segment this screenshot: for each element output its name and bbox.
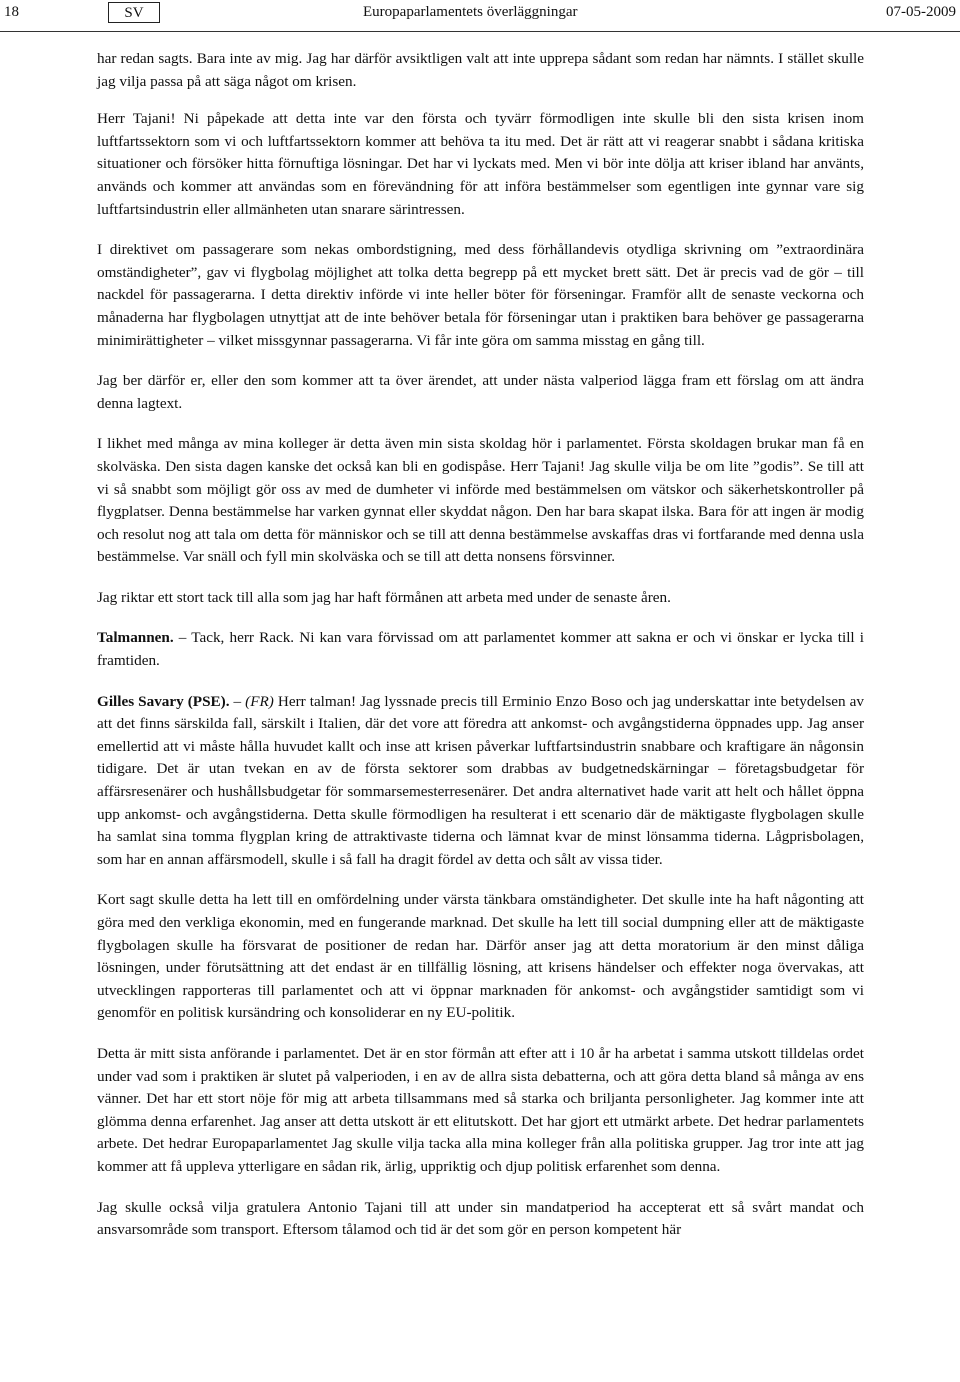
- paragraph: [97, 1043, 864, 1179]
- paragraph-text: Kort sagt skulle detta ha lett till en omfördelning under värsta tänkbara omständigheter. Det skulle inte ha haft någonting att göra med den verkliga ekonomin, med en fungerande marknad. Det skulle ha lett till social dumpning eller att de mäktigaste flygbolagen skulle ha försvarat de positioner de redan har. Därför anser jag att detta moratorium är den minst dåliga lösningen, under förutsättning att det endast är en tillfällig lösning, att krisens händelser och effekter noga övervakas, att utvecklingen rapporteras till parlamentet och att vi öppnar marknaden för ankomst- och avgångstider samtidigt som vi genomför en politisk kursändring och konsoliderar en ny EU-politik.: [97, 891, 864, 1022]
- paragraph: [97, 587, 864, 610]
- page-header: [0, 0, 960, 26]
- paragraph-text: Herr talman! Jag lyssnade precis till Erminio Enzo Boso och jag underskattar inte betydelsen av att det finns särskilda fall, särskilt i Italien, där det vore att föredra att ankomst- och avgångstiderna öppnades upp. Jag anser emellertid att vi måste hålla huvudet kallt och inse att krisen påverkar luftfartsindustrin snabbare och kraftigare än någonsin tidigare. Det är utan tvekan en av de första sektorer som drabbas av budgetnedskärningar – företagsbudgetar för affärsresenärer och hushållsbudgetar för sommarsemesterresenärer. Det andra alternativet hade varit att helt och hållet öppna upp ankomst- och avgångstiderna. Detta skulle förmodligen ha resulterat i ett scenario där de mäktigaste flygbolagen skulle ha samlat sina tomma flygplan kring de attraktivaste tiderna och lämnat kvar de minst lönsamma tiderna. Lågprisbolagen, som har en annan affärsmodell, skulle i så fall ha dragit fördel av detta och sålt av vissa tider.: [97, 692, 864, 868]
- paragraph-text: I direktivet om passagerare som nekas ombordstigning, med dess förhållandevis otydliga skrivning om ”extraordinära omständigheter”, gav vi flygbolag möjlighet att tolka detta begrepp på ett mycket brett sätt. Det är precis vad de gör – till nackdel för passagerarna. I detta direktiv införde vi inte heller böter för förseningar. Framför allt de senaste veckorna och månaderna har flygbolagen utnyttjat att de inte behöver betala för förseningar utan i praktiken bara behöver ge passagerarna minimirättigheter – vilket missgynnar passagerarna. Vi får inte göra om samma misstag en gång till.: [97, 241, 864, 349]
- paragraph-text: Jag skulle också vilja gratulera Antonio Tajani till att under sin mandatperiod ha accepterat ett så svårt mandat och ansvarsområde som transport. Eftersom tålamod och tid är det som gör en person kompetent här: [97, 1198, 864, 1239]
- paragraph-text: Jag ber därför er, eller den som kommer att ta över ärendet, att under nästa valperiod lägga fram ett förslag om att ändra denna lagtext.: [97, 372, 864, 412]
- paragraph-text: I likhet med många av mina kolleger är detta även min sista skoldag hör i parlamentet. Första skoldagen brukar man få en skolväska. Den sista dagen kanske det också kan bli en godispåse. Herr Tajani! Jag skulle vilja be om lite ”godis”. Se till att vi så snabbt som möjligt gör oss av med de dumheter vi införde med bestämmelsen om vätskor och säkerhetskontroller på flygplatser. Denna bestämmelse har varken gynnat eller skyddat någon. Den har bara skapat ilska. Bara för att ingen är modig och resolut nog att tala om detta för människor och se till att denna bestämmelse avskaffas dras vi fortfarande med denna usla bestämmelse. Var snäll och fyll min skolväska och se till att detta nonsens försvinner.: [97, 435, 864, 566]
- paragraph-text: har redan sagts. Bara inte av mig. Jag har därför avsiktligen valt att inte upprepa sådant som redan har nämnts. I stället skulle jag vilja passa på att säga något om krisen.: [97, 50, 864, 90]
- speaker-name: Talmannen.: [97, 629, 174, 647]
- language-tag: – (FR): [229, 692, 274, 710]
- paragraph: [97, 1197, 864, 1242]
- paragraph: [97, 691, 864, 872]
- paragraph-text: Detta är mitt sista anförande i parlamentet. Det är en stor förmån att efter att i 10 år ha arbetat i samma utskott tilldelas ordet under vad som i praktiken är slutet på valperioden, i en av de allra sista debatterna, och att göra detta bland så många av ens vänner. Det har ett stort nöje för mig att arbeta tillsammans med så starka och briljanta personligheter. Jag kommer inte att glömma denna erfarenhet. Jag anser att detta utskott är ett elitutskott. Det har gjort ett utmärkt arbete. Det hedrar parlamentets arbete. Det hedrar Europaparlamentet Jag skulle vilja tacka alla mina kolleger från alla politiska grupper. Jag tror inte att jag kommer att få uppleva ytterligare en sådan rik, ärlig, uppriktig och djup politisk erfarenhet som denna.: [97, 1044, 864, 1175]
- paragraph: [97, 433, 864, 569]
- document-body: [97, 48, 864, 1260]
- page-number: 18: [4, 4, 19, 20]
- paragraph: [97, 239, 864, 352]
- paragraph: [97, 48, 864, 93]
- document-date: 07-05-2009: [886, 4, 956, 20]
- speaker-name: Gilles Savary (PSE).: [97, 692, 230, 710]
- paragraph-text: – Tack, herr Rack. Ni kan vara förvissad om att parlamentet kommer att sakna er och vi önskar er lycka till i framtiden.: [97, 629, 864, 670]
- paragraph: [97, 370, 864, 415]
- header-divider: [0, 31, 960, 32]
- document-title: Europaparlamentets överläggningar: [363, 4, 578, 20]
- paragraph: [97, 108, 864, 221]
- paragraph: [97, 889, 864, 1025]
- paragraph-text: Jag riktar ett stort tack till alla som jag har haft förmånen att arbeta med under de senaste åren.: [97, 588, 671, 606]
- language-code-box: SV: [108, 2, 160, 23]
- paragraph-text: Herr Tajani! Ni påpekade att detta inte var den första och tyvärr förmodligen inte skulle bli den sista krisen inom luftfartssektorn som vi och luftfartssektorn kommer att behöva ta itu med. Det är rätt att vi reagerar snabbt i sådana kritiska situationer och försöker hitta förnuftiga lösningar. Det har vi lyckats med. Men vi bör inte dölja att kriser ibland har använts, används och kommer att användas som en förevändning för att införa bestämmelser som egentligen inte gynnar vare sig luftfartsindustrin eller allmänheten utan snarare särintressen.: [97, 110, 864, 218]
- paragraph: [97, 627, 864, 672]
